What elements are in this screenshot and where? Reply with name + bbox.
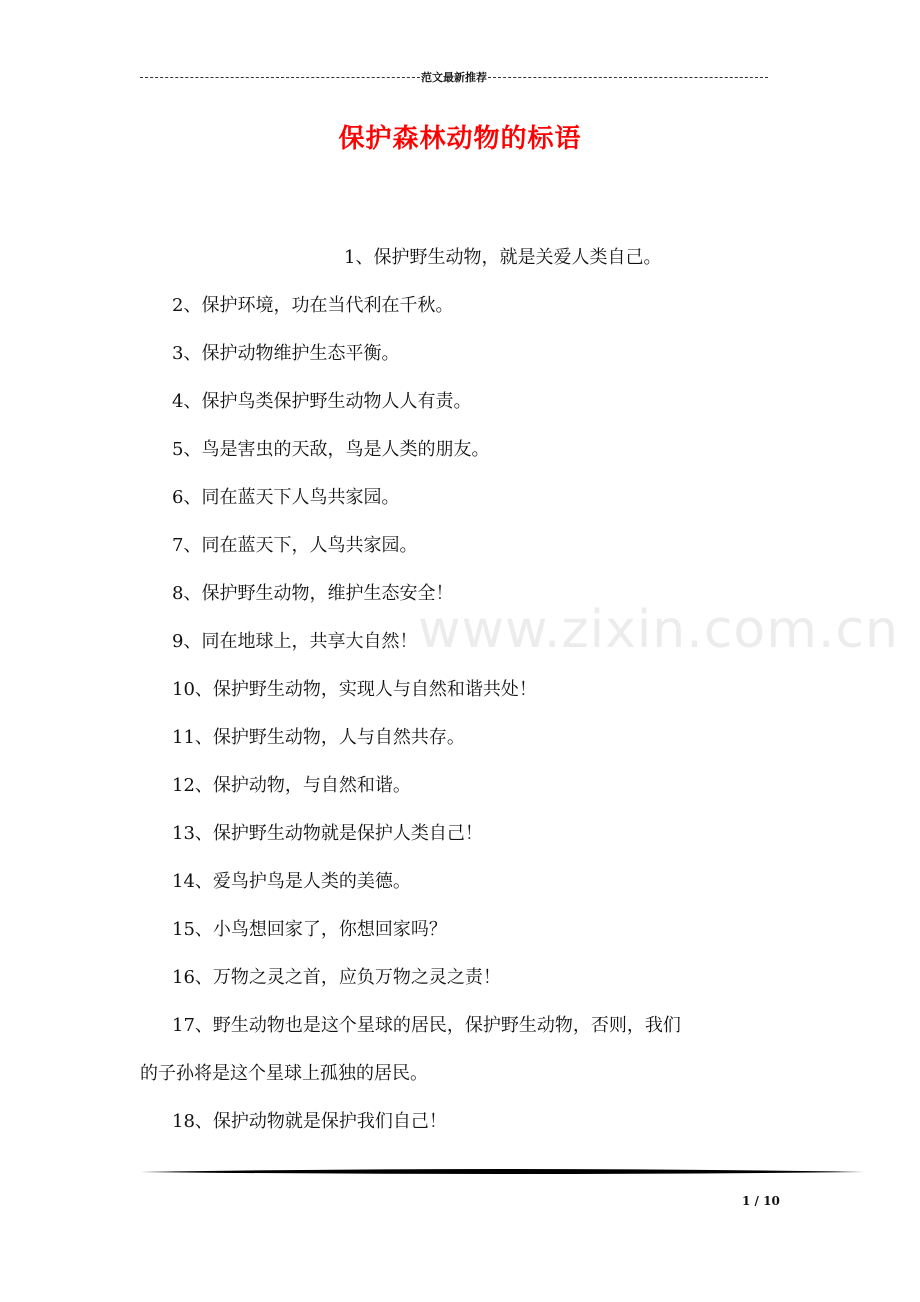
header-banner [140,68,768,86]
list-item: 7、同在蓝天下，人鸟共家园。 [172,535,418,556]
list-item: 10、保护野生动物，实现人与自然和谐共处！ [172,679,537,700]
list-item: 15、小鸟想回家了，你想回家吗？ [172,919,447,940]
list-item: 1、保护野生动物，就是关爱人类自己。 [344,247,662,268]
list-item-continuation: 的子孙将是这个星球上孤独的居民。 [140,1063,428,1084]
list-item: 16、万物之灵之首，应负万物之灵之责！ [172,967,501,988]
list-item: 14、爱鸟护鸟是人类的美德。 [172,871,411,892]
list-item: 9、同在地球上，共享大自然！ [172,631,418,652]
list-item: 18、保护动物就是保护我们自己！ [172,1111,447,1132]
list-item: 6、同在蓝天下人鸟共家园。 [172,487,400,508]
list-item: 8、保护野生动物，维护生态安全！ [172,583,454,604]
header-dashes-left [140,77,420,78]
list-item: 4、保护鸟类保护野生动物人人有责。 [172,391,472,412]
list-item: 13、保护野生动物就是保护人类自己！ [172,823,483,844]
footer-rule [140,1166,864,1178]
watermark: www.zixin.com.cn [418,600,899,660]
document-title: 保护森林动物的标语 [338,124,582,154]
list-item: 2、保护环境，功在当代利在千秋。 [172,295,454,316]
list-item: 12、保护动物，与自然和谐。 [172,775,411,796]
page-number: 1 / 10 [742,1194,780,1208]
list-item: 5、鸟是害虫的天敌，鸟是人类的朋友。 [172,439,490,460]
list-item: 17、野生动物也是这个星球的居民，保护野生动物，否则，我们 [172,1015,681,1036]
list-item: 3、保护动物维护生态平衡。 [172,343,400,364]
list-item: 11、保护野生动物，人与自然共存。 [172,727,465,748]
header-dashes-right [488,77,768,78]
header-label: 范文最新推荐 [421,71,487,84]
